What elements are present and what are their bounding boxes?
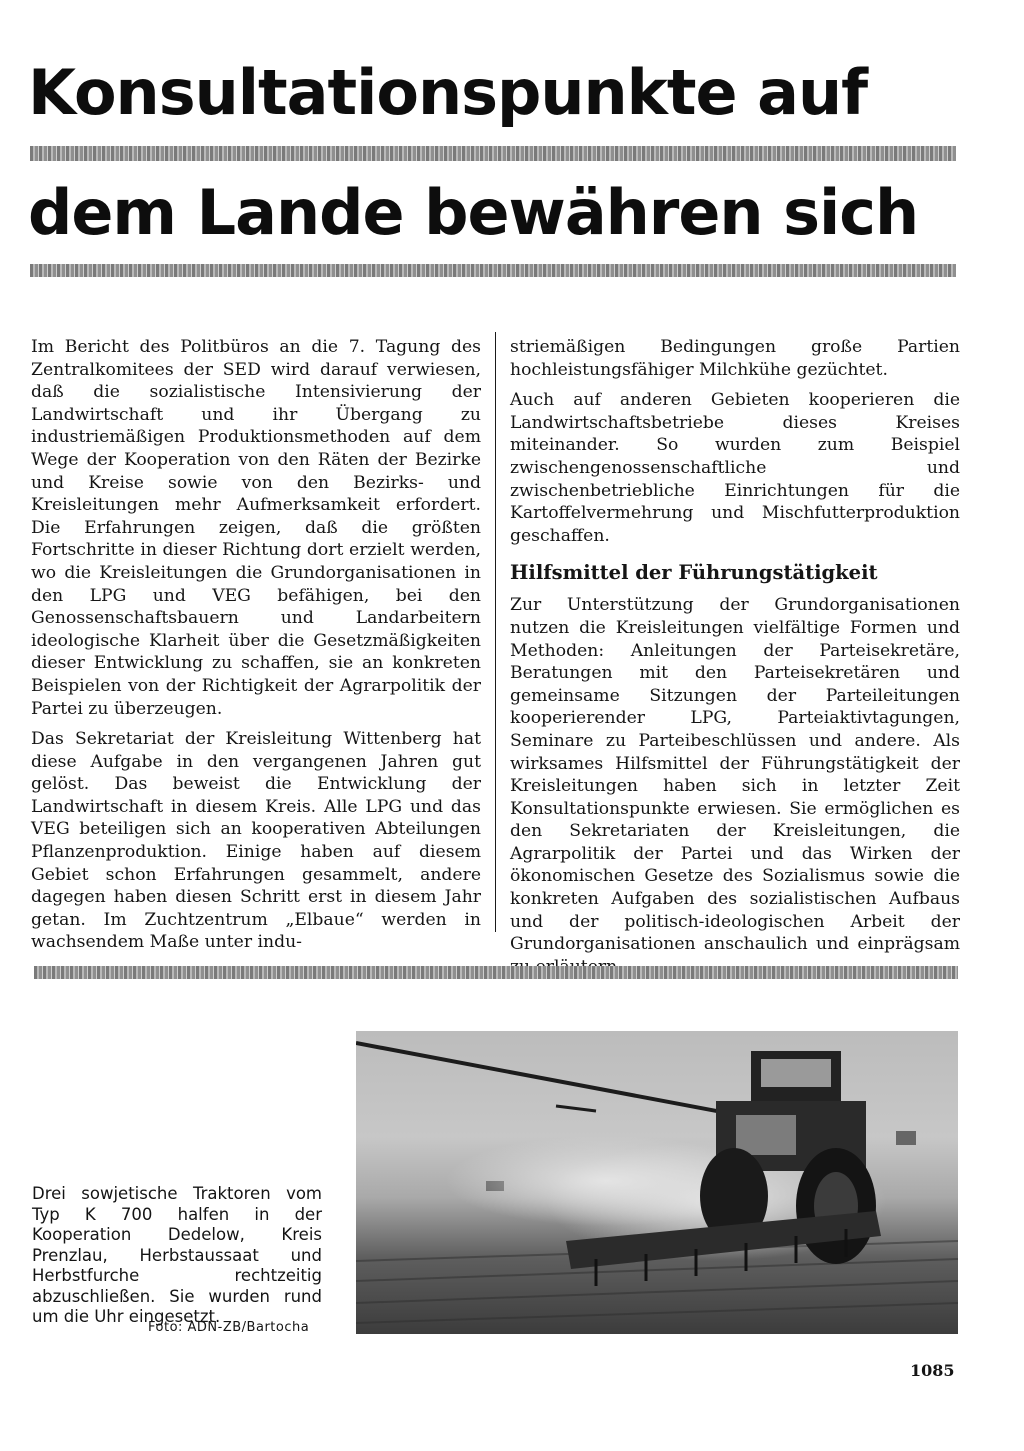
article-paragraph: Das Sekretariat der Kreisleitung Wittenberg hat diese Aufgabe in den vergangenen Jahren gut gelöst. Das beweist die Entwicklung der Landwirtschaft in diesem Kreis. Alle LPG und das VEG beteiligen sich an kooperativen Abteilungen Pflanzenproduktion. Einige haben auf diesem Gebiet schon Erfahrungen gesammelt, andere dagegen haben diesen Schritt erst in diesem Jahr getan. Im Zuchtzentrum „Elbaue“ werden in wachsendem Maße unter indu- <box>31 729 481 953</box>
tractor-photo <box>356 1031 958 1334</box>
photo-credit: Foto: ADN-ZB/Bartocha <box>148 1320 310 1335</box>
article-paragraph: Im Bericht des Politbüros an die 7. Tagung des Zentralkomitees der SED wird darauf verwiesen, daß die sozialistische Intensivierung der Landwirtschaft und ihr Übergang zu industriemäßigen Produktionsmethoden auf dem Wege der Kooperation von den Räten der Bezirke und Kreise sowie von den Bezirks- und Kreisleitungen mehr Aufmerksamkeit erfordert. Die Erfahrungen zeigen, daß die größten Fortschritte in dieser Richtung dort erzielt werden, wo die Kreisleitungen die Grundorganisationen in den LPG und VEG befähigen, bei den Genossenschaftsbauern und Landarbeitern ideologische Klarheit über die Gesetzmäßigkeiten dieser Entwicklung zu schaffen, sie an konkreten Beispielen von der Richtigkeit der Agrarpolitik der Partei zu überzeugen. <box>31 337 481 719</box>
headline-rule-1 <box>30 146 956 161</box>
photo-caption: Drei sowjetische Traktoren vom Typ K 700 halfen in der Kooperation Dedelow, Kreis Prenzlau, Herbstaussaat und Herbstfurche rechtzeitig abzuschließen. Sie wurden rund um die Uhr eingesetzt. <box>32 1184 322 1326</box>
headline-line-1: Konsultationspunkte auf <box>28 56 868 129</box>
page-number: 1085 <box>910 1361 955 1380</box>
headline-line-2: dem Lande bewähren sich <box>28 176 919 249</box>
article-column-left <box>31 336 481 962</box>
section-subhead: Hilfsmittel der Führungstätigkeit <box>510 561 878 585</box>
column-divider <box>495 332 496 932</box>
tractor-photo-illustration <box>356 1031 958 1334</box>
article-paragraph: Zur Unterstützung der Grundorganisationen nutzen die Kreisleitungen vielfältige Formen und Methoden: Anleitungen der Parteisekretäre, Beratungen mit den Parteisekretären und gemeinsame Sitzungen der Parteileitungen kooperierender LPG, Parteiaktivtagungen, Seminare zu Parteibeschlüssen und andere. Als wirksames Hilfsmittel der Führungstätigkeit der Kreisleitungen haben sich in letzter Zeit Konsultationspunkte erwiesen. Sie ermöglichen es den Sekretariaten der Kreisleitungen, die Agrarpolitik der Partei und das Wirken der ökonomischen Gesetze des Sozialismus sowie die konkreten Aufgaben des sozialistischen Aufbaus und der politisch-ideologischen Arbeit der Grundorganisationen anschaulich und einprägsam <box>510 595 960 955</box>
section-rule <box>34 966 958 979</box>
article-paragraph: striemäßigen Bedingungen große Partien hochleistungsfähiger Milchkühe gezüchtet. <box>510 337 960 380</box>
headline-rule-2 <box>30 264 956 277</box>
article-paragraph: Auch auf anderen Gebieten kooperieren die Landwirtschaftsbetriebe dieses Kreises miteinander. So wurden zum Beispiel zwischengenossenschaftliche und zwischenbetriebliche Einrichtungen für die Kartoffelvermehrung und Mischfutterproduktion geschaffen. <box>510 390 960 546</box>
article-column-right <box>510 336 960 986</box>
